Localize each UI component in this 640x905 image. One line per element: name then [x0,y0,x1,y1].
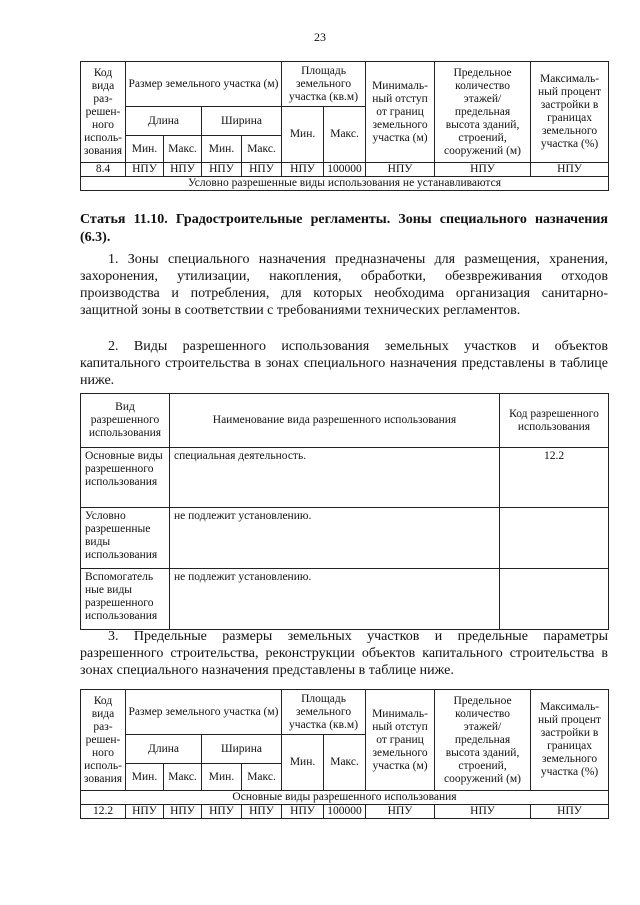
table-note: Условно разрешенные виды использования не устанавливаются [81,177,609,191]
cell: НПУ [126,805,164,819]
cell: не подлежит установлению. [170,508,500,569]
setback-header: Минималь- ный отступ от границ земельного участка (м) [366,690,435,791]
cell: НПУ [435,163,531,177]
cell: 12.2 [500,448,609,508]
cell [500,569,609,630]
cell: Вспомогатель ные виды разрешенного использования [81,569,170,630]
floors-header: Предельное количество этажей/ предельная высота зданий, строений, сооружений (м) [435,690,531,791]
article-heading: Статья 11.10. Градостроительные регламенты. Зоны специального назначения (6.3). [80,212,608,245]
table-row [81,805,609,819]
length-min-header: Мин. [126,764,164,791]
length-max-header: Макс. [164,136,202,163]
area-max-header: Макс. [324,735,366,791]
setback-header: Минималь- ный отступ от границ земельного участка (м) [366,62,435,163]
code-header: Код вида раз- решен- ного исполь- зования [81,690,126,791]
plot-size-header: Размер земельного участка (м) [126,62,282,107]
width-min-header: Мин. [202,136,242,163]
width-header: Ширина [202,107,282,136]
coverage-header: Максималь- ный процент застройки в границах земельного участка (%) [531,62,609,163]
paragraph-3: 3. Предельные размеры земельных участков и предельные параметры разрешенного строительства, реконструкции объектов капитального строительства в зонах специального назначения представлены в таблице ниже. [80,629,608,678]
table-row [81,508,609,569]
cell: 12.2 [81,805,126,819]
area-max-header: Макс. [324,107,366,163]
width-min-header: Мин. [202,764,242,791]
width-max-header: Макс. [242,764,282,791]
cell: Условно разрешенные виды использования [81,508,170,569]
cell: НПУ [164,163,202,177]
paragraph-1: 1. Зоны специального назначения предназначены для размещения, хранения, захоронения, утилизации, накопления, обработки, обезвреживания отходов производства и потребления, для которых необходима организация санитарно-защитной зоны в соответствии с требованиями технических регламентов. [80,252,608,318]
page-number: 23 [314,30,326,44]
cell: НПУ [242,805,282,819]
table-row [81,163,609,177]
cell: НПУ [164,805,202,819]
paragraph-2: 2. Виды разрешенного использования земельных участков и объектов капитального строительства в зонах специального назначения представлены в таблице ниже. [80,339,608,388]
cell: НПУ [531,163,609,177]
cell: 8.4 [81,163,126,177]
width-max-header: Макс. [242,136,282,163]
length-header: Длина [126,107,202,136]
cell: НПУ [202,163,242,177]
cell: 100000 [324,163,366,177]
name-header: Наименование вида разрешенного использования [170,394,500,448]
code-header: Код вида раз- решен- ного исполь- зования [81,62,126,163]
plot-size-header: Размер земельного участка (м) [126,690,282,735]
code-header: Код разрешенного использования [500,394,609,448]
cell: специальная деятельность. [170,448,500,508]
table-row [81,448,609,508]
coverage-header: Максималь- ный процент застройки в границах земельного участка (%) [531,690,609,791]
length-min-header: Мин. [126,136,164,163]
width-header: Ширина [202,735,282,764]
cell: НПУ [242,163,282,177]
table-row [81,569,609,630]
cell: НПУ [202,805,242,819]
cell: НПУ [366,805,435,819]
cell: НПУ [282,163,324,177]
cell: НПУ [531,805,609,819]
length-header: Длина [126,735,202,764]
cell: НПУ [282,805,324,819]
area-header: Площадь земельного участка (кв.м) [282,62,366,107]
table-section: Основные виды разрешенного использования [81,791,609,805]
area-min-header: Мин. [282,735,324,791]
cell: НПУ [126,163,164,177]
parameters-table-1 [80,61,609,191]
cell: 100000 [324,805,366,819]
floors-header: Предельное количество этажей/ предельная высота зданий, строений, сооружений (м) [435,62,531,163]
kind-header: Вид разрешенного использования [81,394,170,448]
area-min-header: Мин. [282,107,324,163]
cell [500,508,609,569]
permitted-uses-table [80,393,609,630]
area-header: Площадь земельного участка (кв.м) [282,690,366,735]
parameters-table-2 [80,689,609,819]
length-max-header: Макс. [164,764,202,791]
cell: НПУ [366,163,435,177]
cell: НПУ [435,805,531,819]
cell: Основные виды разрешенного использования [81,448,170,508]
cell: не подлежит установлению. [170,569,500,630]
